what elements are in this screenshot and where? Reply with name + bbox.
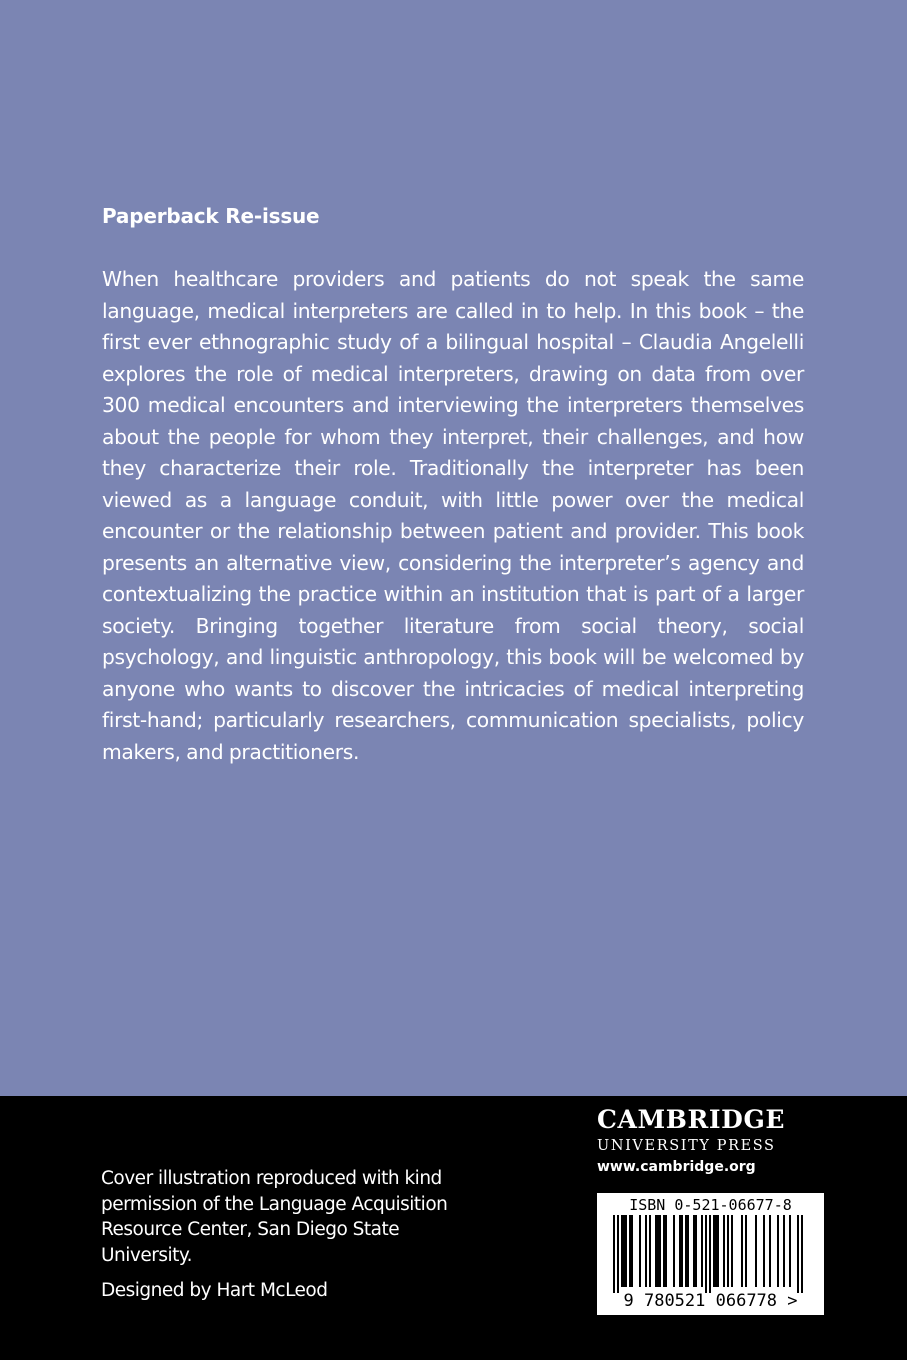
barcode-bar xyxy=(665,1215,667,1287)
publisher-logo xyxy=(597,1103,825,1179)
barcode-bar xyxy=(763,1215,765,1287)
barcode-bar xyxy=(663,1215,665,1287)
barcode-bar xyxy=(705,1215,707,1293)
barcode-bar xyxy=(695,1215,697,1287)
barcode-bar xyxy=(645,1215,647,1287)
barcode-bar xyxy=(625,1215,627,1287)
barcode-bar xyxy=(679,1215,681,1287)
barcode-bar xyxy=(731,1215,733,1287)
barcode-bar xyxy=(745,1215,747,1287)
barcode-bar xyxy=(723,1215,725,1287)
reissue-heading: Paperback Re-issue xyxy=(102,204,320,228)
publisher-subname: UNIVERSITY PRESS xyxy=(597,1138,776,1154)
barcode-bar xyxy=(657,1215,659,1287)
barcode-bar xyxy=(693,1215,695,1287)
book-blurb: When healthcare providers and patients do not speak the same language, medical interpreters are called in to help. In this book – the first ever ethnographic study of a bilingual hospital – Claudia Angelelli explores the role of medical interpreters, drawing on data from over 300 medical encounters and interviewing the interpreters themselves about the people for whom they interpret, their challenges, and how they characterize their role. Traditionally the interpreter has been viewed as a language conduit, with little power over the medical encounter or the relationship between patient and provider. This book presents an alternative view, considering the interpreter’s agency and contextualizing the practice within an institution that is part of a larger society. Bringing together literature from social theory, social psychology, and linguistic anthropology, this book will be welcomed by anyone who wants to discover the intricacies of medical interpreting first-hand; particularly researchers, communication specialists, policy makers, and practitioners. xyxy=(102,267,804,764)
barcode-bar xyxy=(681,1215,683,1287)
barcode-icon xyxy=(597,1215,824,1293)
barcode-bar xyxy=(777,1215,779,1287)
barcode-bar xyxy=(715,1215,717,1287)
barcode-bar xyxy=(709,1215,711,1293)
barcode-bar xyxy=(629,1215,631,1287)
barcode-bar xyxy=(797,1215,799,1293)
barcode-bar xyxy=(673,1215,675,1287)
barcode-bar xyxy=(769,1215,771,1287)
barcode-bar xyxy=(713,1215,715,1287)
barcode-bar xyxy=(717,1215,719,1287)
designer-credit: Designed by Hart McLeod xyxy=(101,1280,328,1301)
barcode-bar xyxy=(617,1215,619,1293)
barcode-bar xyxy=(701,1215,703,1287)
isbn-label: ISBN 0-521-06677-8 xyxy=(629,1196,792,1214)
barcode-bar xyxy=(655,1215,657,1287)
barcode-bar xyxy=(727,1215,729,1287)
barcode-bar xyxy=(631,1215,633,1287)
barcode-bar xyxy=(649,1215,651,1287)
publisher-url: www.cambridge.org xyxy=(597,1159,756,1175)
barcode-bar xyxy=(623,1215,625,1287)
ean-digits: 9 780521 066778 > xyxy=(623,1291,798,1311)
barcode-bar xyxy=(783,1215,785,1287)
barcode-bar xyxy=(755,1215,757,1287)
barcode-bar xyxy=(685,1215,687,1287)
barcode-bar xyxy=(687,1215,689,1287)
barcode-bar xyxy=(613,1215,615,1293)
barcode-panel xyxy=(597,1193,824,1315)
barcode-bar xyxy=(789,1215,791,1287)
barcode-bar xyxy=(659,1215,661,1287)
publisher-name: CAMBRIDGE xyxy=(597,1105,786,1134)
cover-illustration-credit: Cover illustration reproduced with kind permission of the Language Acquisition Resource Center, San Diego State University. xyxy=(101,1168,448,1266)
barcode-bar xyxy=(741,1215,743,1287)
barcode-bar xyxy=(639,1215,641,1287)
barcode-bar xyxy=(621,1215,623,1287)
barcode-bar xyxy=(801,1215,803,1293)
